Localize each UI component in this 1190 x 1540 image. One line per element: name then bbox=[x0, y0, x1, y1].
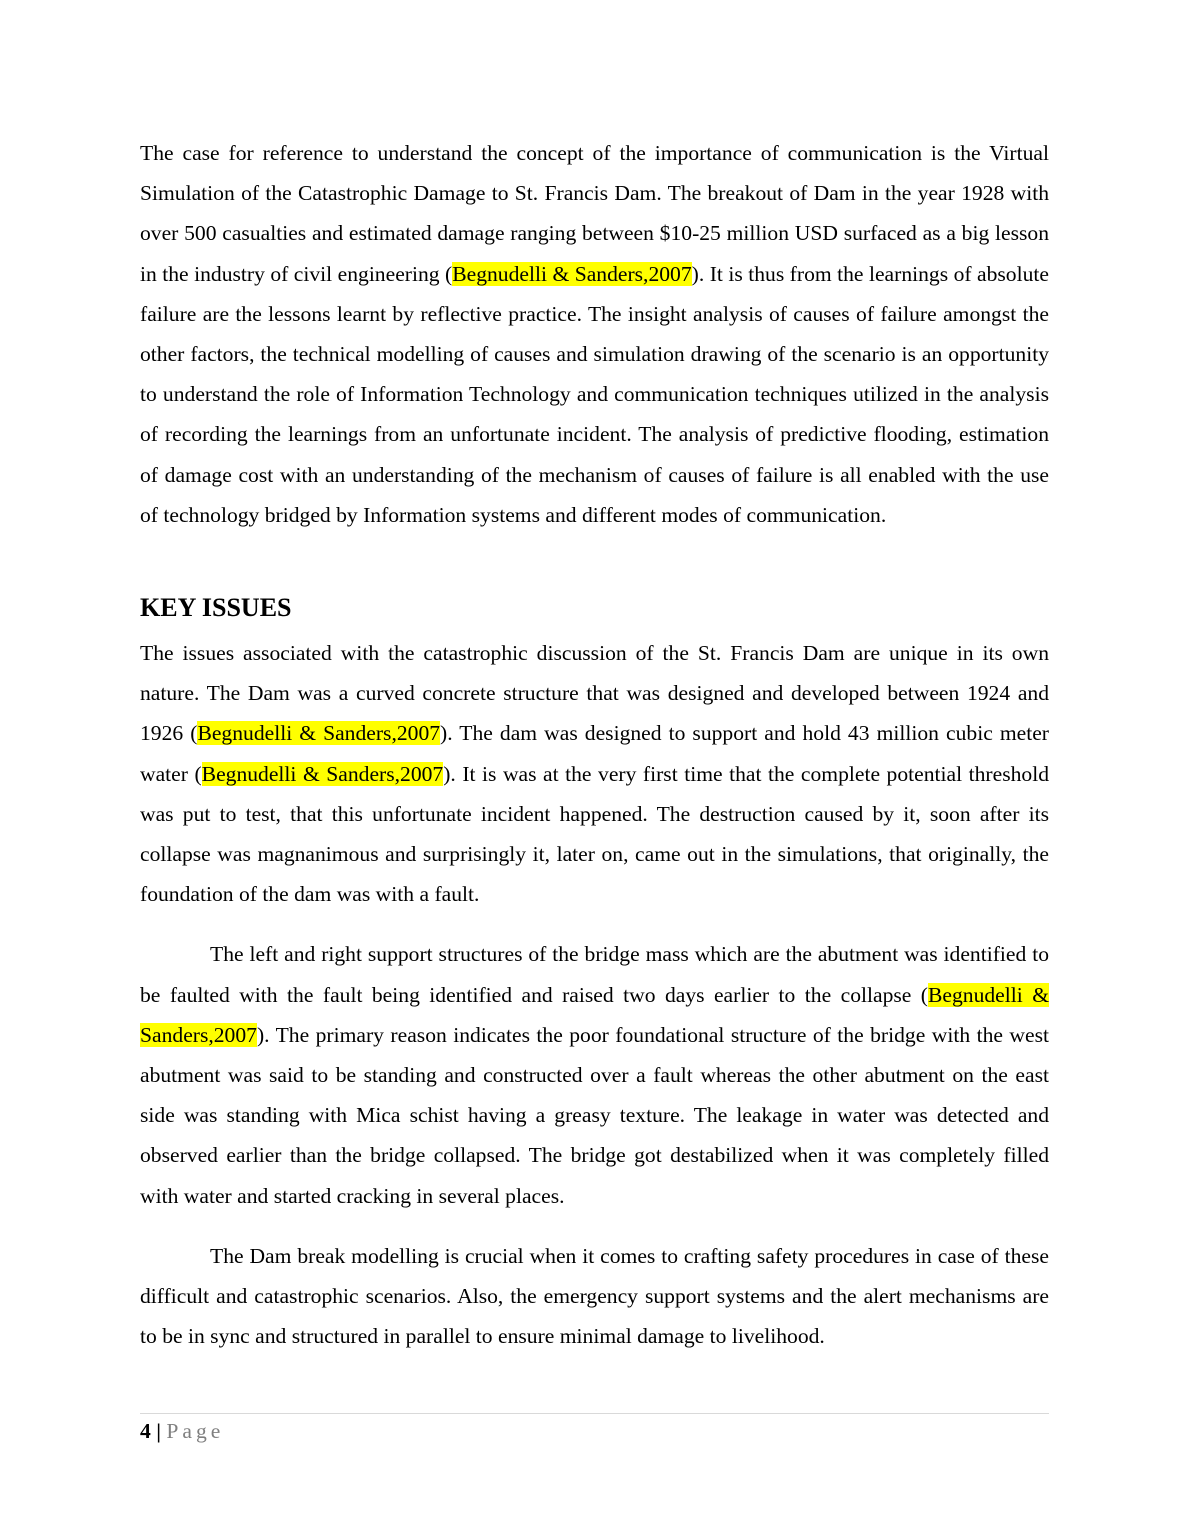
text-run: ). The dam was designed to support and hold 43 million cubic meter water ( bbox=[140, 721, 1049, 786]
text-run: The issues associated with the catastrophic discussion of the St. Francis Dam are unique in its own nature. The Dam was a curved concrete structure that was designed and developed between 1924 and 1926 ( bbox=[140, 641, 1049, 746]
document-page bbox=[140, 133, 1049, 1356]
page-number: 4 bbox=[140, 1419, 151, 1443]
section-heading: KEY ISSUES bbox=[140, 593, 292, 623]
text-run: The case for reference to understand the concept of the importance of communication is the Virtual Simulation of the Catastrophic Damage to St. Francis Dam. The breakout of Dam in the year 1928 with over 500 casualties and estimated damage ranging between $10-25 million USD surfaced as a big lesson in the industry of civil engineering ( bbox=[140, 141, 1049, 286]
citation-highlight: Begnudelli & Sanders,2007 bbox=[201, 761, 444, 786]
page-footer bbox=[140, 1416, 224, 1446]
citation-highlight: Begnudelli & Sanders,2007 bbox=[452, 261, 692, 286]
key-issues-paragraph bbox=[140, 633, 1049, 914]
footer-separator: | bbox=[156, 1419, 161, 1443]
text-run: The Dam break modelling is crucial when it comes to crafting safety procedures in case of these difficult and catastrophic scenarios. Also, the emergency support systems and the alert mechanisms are to be in sync and structured in parallel to ensure minimal damage to livelihood. bbox=[140, 1243, 1049, 1349]
text-run: ). The primary reason indicates the poor foundational structure of the bridge with the west abutment was said to be standing and constructed over a fault whereas the other abutment on the east side was standing with Mica schist having a greasy texture. The leakage in water was detected and observed earlier than the bridge collapsed. The bridge got destabilized when it was completely filled with water and started cracking in several places. bbox=[140, 1022, 1049, 1208]
abutment-paragraph bbox=[140, 934, 1049, 1215]
text-run: The left and right support structures of the bridge mass which are the abutment was identified to be faulted with the fault being identified and raised two days earlier to the collapse ( bbox=[140, 942, 1049, 1007]
text-run: ). It is thus from the learnings of absolute failure are the lessons learnt by reflective practice. The insight analysis of causes of failure amongst the other factors, the technical modelling of causes and simulation drawing of the scenario is an opportunity to understand the role of Information Technology and communication techniques utilized in the analysis of recording the learnings from an unfortunate incident. The analysis of predictive flooding, estimation of damage cost with an understanding of the mechanism of causes of failure is all enabled with the use of technology bridged by Information systems and different modes of communication. bbox=[140, 261, 1049, 527]
citation-highlight: Begnudelli & Sanders,2007 bbox=[197, 721, 441, 746]
modelling-paragraph bbox=[140, 1236, 1049, 1357]
citation-highlight: Begnudelli & Sanders,2007 bbox=[140, 982, 1049, 1047]
footer-divider bbox=[140, 1413, 1049, 1414]
intro-paragraph bbox=[140, 133, 1049, 535]
page-label: Page bbox=[166, 1419, 225, 1443]
text-run: ). It is was at the very first time that the complete potential threshold was put to test, that this unfortunate incident happened. The destruction caused by it, soon after its collapse was magnanimous and surprisingly it, later on, came out in the simulations, that originally, the foundation of the dam was with a fault. bbox=[140, 761, 1049, 907]
